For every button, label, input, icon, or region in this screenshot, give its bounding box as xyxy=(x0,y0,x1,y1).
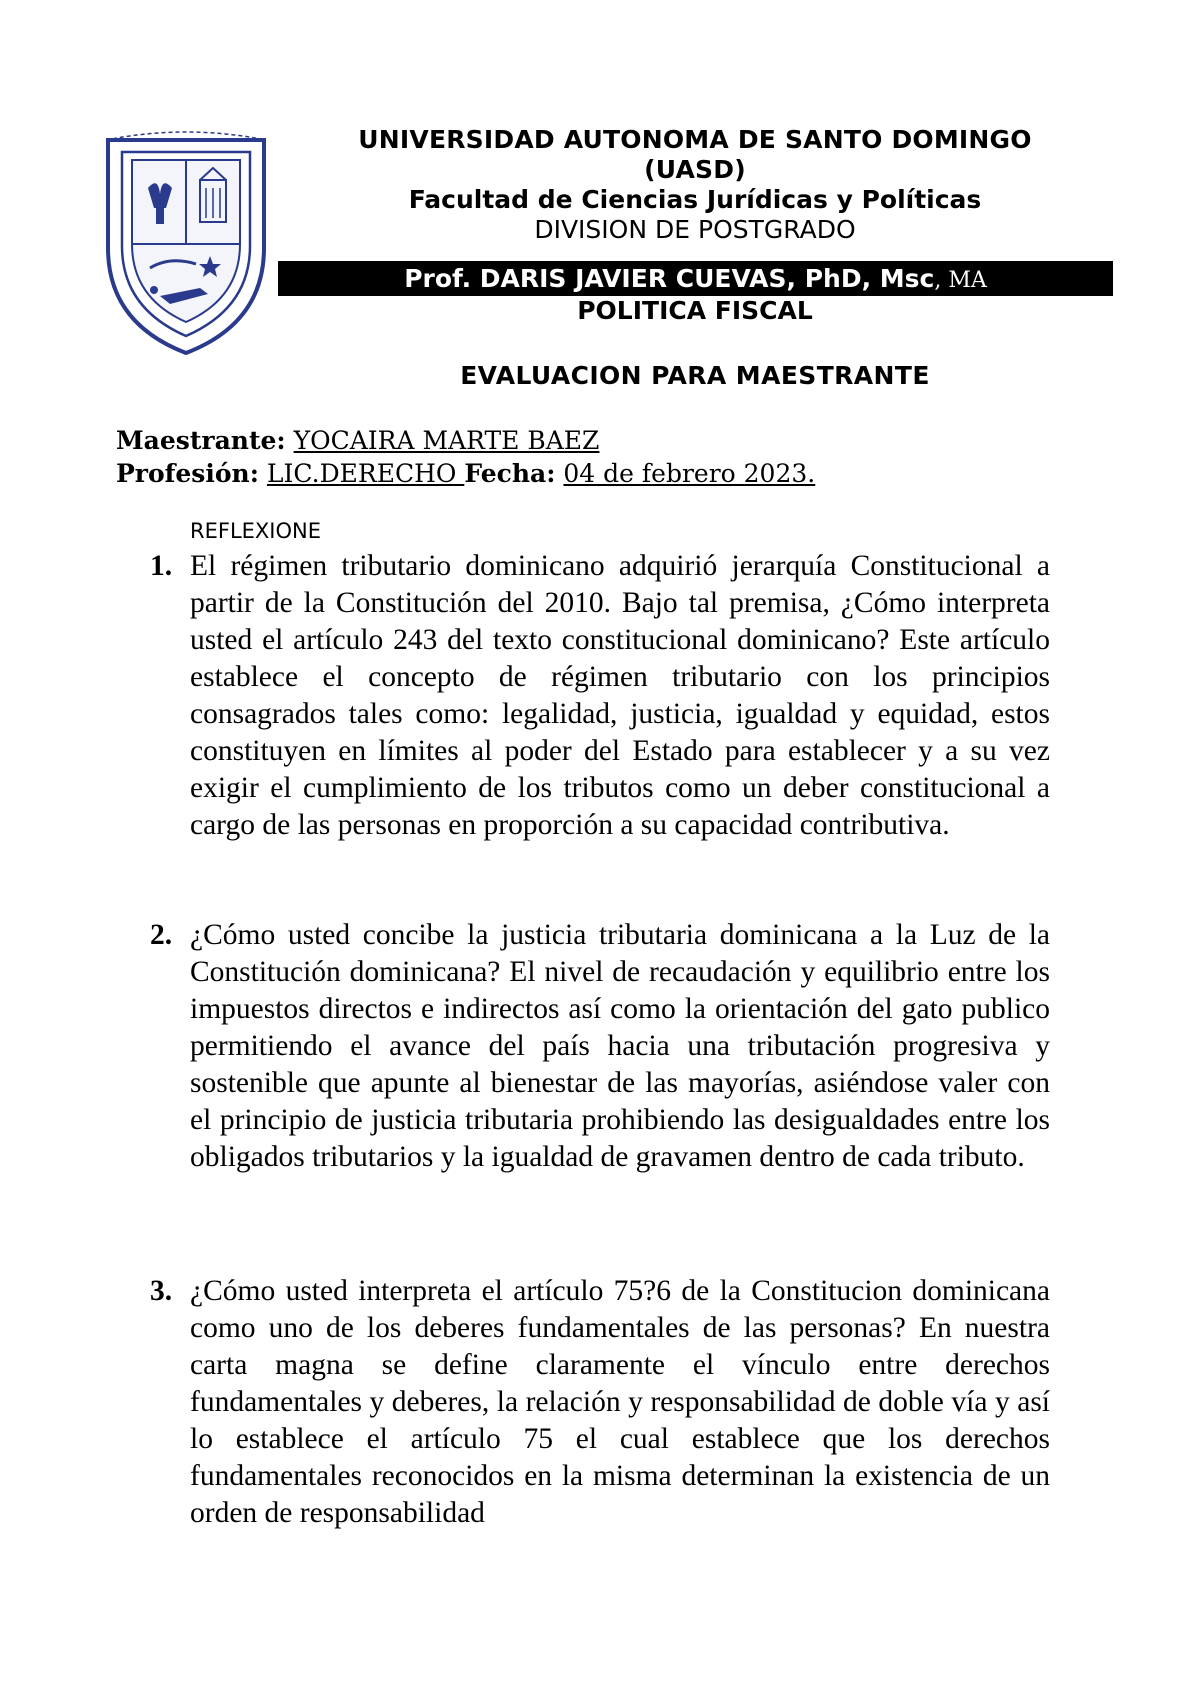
profession-label: Profesión: xyxy=(116,459,259,488)
question-text: ¿Cómo usted interpreta el artículo 75?6 de la Constitucion dominicana como uno de los deberes fundamentales de las personas? En nuestra carta magna se define claramente el vínculo entre derechos fundamentales y deberes, la relación y responsabilidad de doble vía y así lo establece el artículo 75 el cual establece que los derechos fundamentales reconocidos en la misma determinan la existencia de un orden de responsabilidad xyxy=(190,1275,1050,1529)
professor-name: Prof. DARIS JAVIER CUEVAS, PhD, Msc xyxy=(404,264,935,293)
professor-suffix: , MA xyxy=(934,268,987,293)
student-name: YOCAIRA MARTE BAEZ xyxy=(293,426,600,455)
date-value: 04 de febrero 2023. xyxy=(563,459,816,488)
evaluation-title: EVALUACION PARA MAESTRANTE xyxy=(460,361,930,390)
question-item xyxy=(150,548,1050,844)
division-name: DIVISION DE POSTGRADO xyxy=(534,215,856,244)
question-text: ¿Cómo usted concibe la justicia tributaria dominicana a la Luz de la Constitución dominicana? El nivel de recaudación y equilibrio entre los impuestos directos e indirectos así como la orientación del gato publico permitiendo el avance del país hacia una tributación progresiva y sostenible que apunte al bienestar de las mayorías, asiéndose valer con el principio de justicia tributaria prohibiendo las desigualdades entre los obligados tributarios y la igualdad de gravamen dentro de cada tributo. xyxy=(190,919,1050,1173)
university-seal xyxy=(100,128,272,360)
section-label: REFLEXIONE xyxy=(190,519,321,543)
question-text: El régimen tributario dominicano adquirió jerarquía Constitucional a partir de la Constitución del 2010. Bajo tal premisa, ¿Cómo interpreta usted el artículo 243 del texto constitucional dominicano? Este artículo establece el concepto de régimen tributario con los principios consagrados tales como: legalidad, justicia, igualdad y equidad, estos constituyen en límites al poder del Estado para establecer y a su vez exigir el cumplimiento de los tributos como un deber constitucional a cargo de las personas en proporción a su capacidad contributiva. xyxy=(190,550,1050,841)
question-item xyxy=(150,1273,1050,1532)
document-header xyxy=(280,125,1110,245)
course-subject: POLITICA FISCAL xyxy=(577,296,813,325)
university-abbrev: (UASD) xyxy=(644,155,746,184)
question-number: 1. xyxy=(150,550,173,582)
student-name-label: Maestrante: xyxy=(116,426,286,455)
question-number: 2. xyxy=(150,919,173,951)
faculty-name: Facultad de Ciencias Jurídicas y Políticas xyxy=(408,185,982,214)
question-item xyxy=(150,917,1050,1176)
question-number: 3. xyxy=(150,1275,173,1307)
university-name: UNIVERSIDAD AUTONOMA DE SANTO DOMINGO xyxy=(358,125,1032,154)
student-name-line xyxy=(116,425,599,457)
date-label: Fecha: xyxy=(464,459,556,488)
professor-banner xyxy=(278,261,1113,296)
profession-value: LIC.DERECHO xyxy=(266,459,465,488)
profession-date-line xyxy=(116,458,815,490)
